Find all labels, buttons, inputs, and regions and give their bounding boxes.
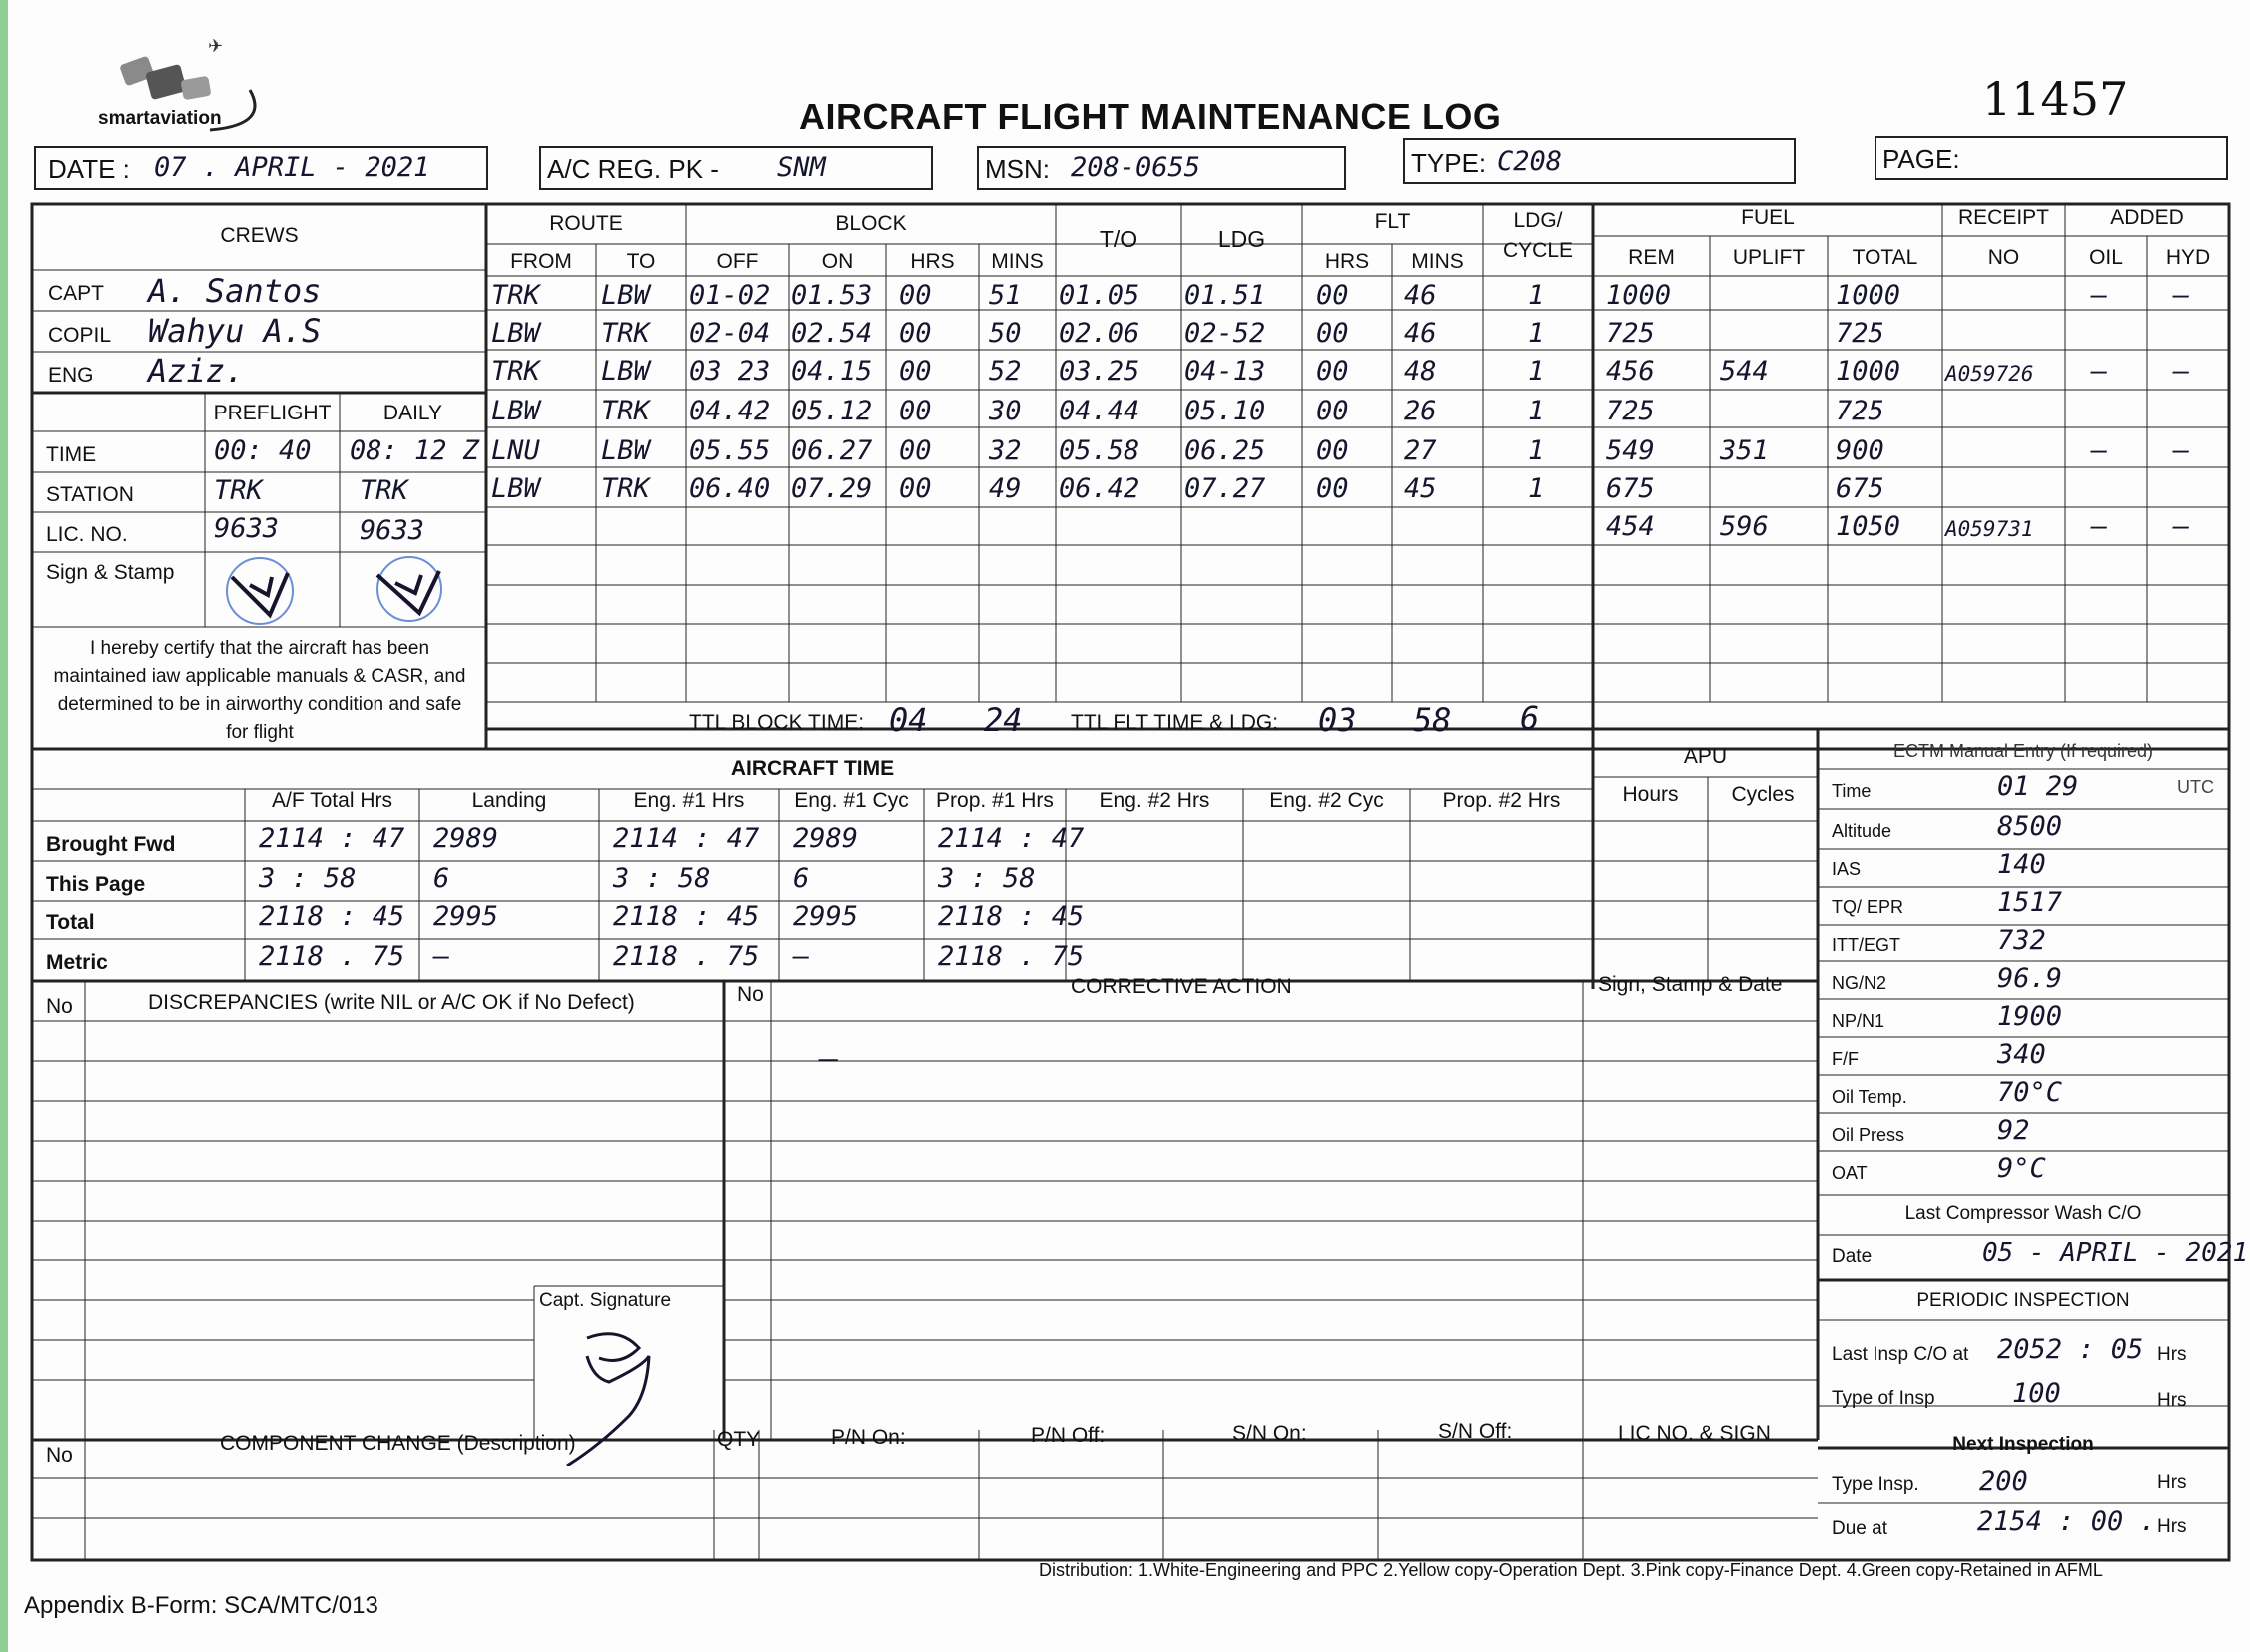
aircraft-time-value: – (433, 941, 450, 972)
comp-no-header: No (46, 1444, 73, 1467)
flight-hrs-cell: 00 (899, 473, 932, 504)
date-label: DATE : (48, 154, 130, 184)
flight-oil-cell: – (2091, 511, 2108, 542)
ectm-value: 1517 (1997, 887, 2063, 918)
flight-fmins-cell: 27 (1404, 435, 1437, 466)
flight-total-cell: 1050 (1836, 511, 1901, 542)
flight-to-cell: TRK (601, 396, 650, 426)
aircraft-time-value: 2114 : 47 (613, 823, 760, 854)
sn-off-header: S/N Off: (1438, 1420, 1513, 1443)
daily-time: 08: 12 Z (350, 435, 480, 466)
flight-tof-cell: 03.25 (1059, 356, 1140, 387)
flight-to-cell: LBW (601, 280, 650, 311)
flight-from-cell: LBW (491, 396, 540, 426)
ectm-utc: UTC (2177, 777, 2214, 797)
flight-total-cell: 725 (1836, 396, 1884, 426)
flight-on-cell: 02.54 (791, 318, 873, 349)
sn-on-header: S/N On: (1232, 1422, 1307, 1445)
off-header: OFF (716, 250, 759, 273)
certify-text (34, 635, 485, 747)
flight-tof-cell: 01.05 (1059, 280, 1140, 311)
flight-ldg-cell: 05.10 (1184, 396, 1266, 426)
aircraft-time-value: 2118 . 75 (613, 941, 760, 972)
copil-label: COPIL (48, 324, 112, 347)
aircraft-time-col-header: Landing (471, 789, 547, 812)
flight-rem-cell: 725 (1606, 396, 1655, 426)
ectm-label: NG/N2 (1832, 973, 1887, 993)
aircraft-time-value: 2118 . 75 (938, 941, 1085, 972)
oil-header: OIL (2089, 246, 2123, 269)
crews-header: CREWS (220, 224, 299, 247)
takeoff-header: T/O (1099, 226, 1138, 252)
form-title: AIRCRAFT FLIGHT MAINTENANCE LOG (799, 96, 1502, 137)
ectm-label: Time (1832, 781, 1872, 801)
flight-receipt-cell: A059731 (1945, 517, 2034, 541)
apu-hours: Hours (1622, 783, 1679, 806)
hrs-header: HRS (910, 250, 955, 273)
aircraft-time-value: 3 : 58 (938, 863, 1036, 894)
flight-total-cell: 675 (1836, 473, 1884, 504)
flight-fmins-cell: 46 (1404, 280, 1437, 311)
ttl-flt-hrs: 03 (1318, 701, 1357, 739)
compressor-date: 05 - APRIL - 2021 (1982, 1239, 2249, 1268)
station-label: STATION (46, 483, 134, 506)
next-type-label: Type Insp. (1832, 1474, 1919, 1495)
next-inspection-title: Next Inspection (1952, 1434, 2094, 1455)
flight-hyd-cell: – (2173, 356, 2190, 387)
flight-off-cell: 04.42 (689, 396, 771, 426)
ectm-label: OAT (1832, 1163, 1868, 1183)
flight-mins-cell: 50 (989, 318, 1022, 349)
type-insp-value: 100 (2012, 1378, 2061, 1409)
flight-from-cell: TRK (491, 356, 540, 387)
flight-to-cell: LBW (601, 435, 650, 466)
due-label: Due at (1832, 1518, 1887, 1539)
ttl-block-mins: 24 (984, 701, 1023, 739)
flight-uplift-cell: 351 (1720, 435, 1769, 466)
aircraft-time-row-label: This Page (46, 873, 146, 896)
aircraft-time-row-label: Brought Fwd (46, 833, 176, 856)
flight-tof-cell: 06.42 (1059, 473, 1140, 504)
capt-signature-label: Capt. Signature (539, 1290, 672, 1311)
pn-off-header: P/N Off: (1031, 1424, 1106, 1447)
flight-from-cell: LBW (491, 318, 540, 349)
receipt-header: RECEIPT (1957, 206, 2049, 229)
flight-oil-cell: – (2091, 280, 2108, 311)
preflight-label: PREFLIGHT (213, 402, 332, 424)
flight-hyd-cell: – (2173, 280, 2190, 311)
aircraft-time-col-header: Eng. #1 Cyc (794, 789, 909, 812)
flight-mins-cell: 49 (989, 473, 1022, 504)
svg-text:✈: ✈ (208, 36, 224, 56)
copil-name: Wahyu A.S (148, 312, 322, 350)
distribution-note: Distribution: 1.White-Engineering and PPC 2.Yellow copy-Operation Dept. 3.Pink copy-Finance Dept. 4.Green copy-Retained in AFML (1039, 1560, 2103, 1580)
corr-no-header: No (737, 983, 764, 1006)
flight-total-cell: 900 (1836, 435, 1884, 466)
receipt-no-header: NO (1987, 246, 2020, 269)
msn-label: MSN: (985, 154, 1050, 184)
flt-header: FLT (1374, 210, 1411, 233)
flight-cyc-cell: 1 (1528, 473, 1545, 504)
route-header: ROUTE (549, 212, 623, 235)
ectm-value: 732 (1997, 925, 2046, 956)
flight-on-cell: 05.12 (791, 396, 873, 426)
flight-total-cell: 1000 (1836, 356, 1901, 387)
next-type-hrs: Hrs (2157, 1472, 2187, 1493)
aircraft-time-value: 6 (433, 863, 450, 894)
on-header: ON (821, 250, 854, 273)
aircraft-time-col-header: Eng. #2 Hrs (1099, 789, 1210, 812)
pn-on-header: P/N On: (831, 1426, 906, 1449)
aircraft-time-value: 2118 : 45 (613, 901, 760, 932)
uplift-header: UPLIFT (1732, 246, 1806, 269)
ectm-label: ITT/EGT (1832, 935, 1900, 955)
flight-hyd-cell: – (2173, 511, 2190, 542)
flight-mins-cell: 51 (989, 280, 1022, 311)
lic-label: LIC. NO. (46, 523, 128, 546)
aircraft-time-value: 2995 (433, 901, 499, 932)
flight-hrs-cell: 00 (899, 356, 932, 387)
flight-rem-cell: 549 (1606, 435, 1655, 466)
ectm-label: Oil Press (1832, 1125, 1905, 1145)
flight-hyd-cell: – (2173, 435, 2190, 466)
page-label: PAGE: (1882, 144, 1960, 174)
flight-oil-cell: – (2091, 356, 2108, 387)
flight-off-cell: 03 23 (689, 356, 771, 387)
aircraft-time-value: 2118 : 45 (938, 901, 1085, 932)
to-header: TO (626, 250, 656, 273)
rem-header: REM (1628, 246, 1675, 269)
ectm-label: IAS (1832, 859, 1862, 879)
flight-mins-cell: 52 (989, 356, 1022, 387)
preflight-time: 00: 40 (214, 435, 312, 466)
aircraft-time-value: 2114 : 47 (259, 823, 405, 854)
msn-value: 208-0655 (1071, 152, 1201, 183)
ttl-block-hrs: 04 (889, 701, 928, 739)
daily-station: TRK (360, 475, 408, 506)
from-header: FROM (510, 250, 572, 273)
daily-lic: 9633 (360, 515, 425, 546)
reg-label: A/C REG. PK - (547, 154, 719, 184)
flight-on-cell: 06.27 (791, 435, 873, 466)
flight-rem-cell: 725 (1606, 318, 1655, 349)
aircraft-time-col-header: Eng. #1 Hrs (633, 789, 745, 812)
disc-no-header: No (46, 995, 73, 1018)
flight-fhrs-cell: 00 (1316, 318, 1349, 349)
flight-mins-cell: 32 (989, 435, 1022, 466)
aircraft-time-row-label: Metric (46, 951, 108, 974)
discrepancies-header: DISCREPANCIES (write NIL or A/C OK if No Defect) (148, 991, 635, 1014)
certify-line-3: determined to be in airworthy condition and safe (57, 694, 462, 715)
flight-to-cell: LBW (601, 356, 650, 387)
aircraft-time-value: 3 : 58 (613, 863, 711, 894)
type-insp-label: Type of Insp (1832, 1388, 1935, 1409)
flight-hrs-cell: 00 (899, 396, 932, 426)
flight-tof-cell: 05.58 (1059, 435, 1140, 466)
flight-on-cell: 07.29 (791, 473, 873, 504)
capt-label: CAPT (48, 282, 105, 305)
aircraft-time-value: 2989 (433, 823, 499, 854)
flight-uplift-cell: 544 (1720, 356, 1769, 387)
ectm-label: Oil Temp. (1832, 1087, 1907, 1107)
flight-cyc-cell: 1 (1528, 356, 1545, 387)
flight-cyc-cell: 1 (1528, 318, 1545, 349)
flight-fmins-cell: 48 (1404, 356, 1437, 387)
total-header: TOTAL (1852, 246, 1918, 269)
date-value: 07 . APRIL - 2021 (154, 152, 430, 183)
flight-rem-cell: 454 (1606, 511, 1655, 542)
flight-from-cell: LBW (491, 473, 540, 504)
flight-mins-cell: 30 (989, 396, 1022, 426)
ectm-label: F/F (1832, 1049, 1859, 1069)
certify-line-4: for flight (226, 722, 294, 743)
flight-fhrs-cell: 00 (1316, 356, 1349, 387)
ttl-block-label: TTL BLOCK TIME: (689, 711, 865, 734)
flight-fmins-cell: 26 (1404, 396, 1437, 426)
ectm-label: NP/N1 (1832, 1011, 1885, 1031)
flight-total-cell: 1000 (1836, 280, 1901, 311)
mins-header: MINS (991, 250, 1044, 273)
aircraft-time-col-header: A/F Total Hrs (272, 789, 392, 812)
added-header: ADDED (2110, 206, 2184, 229)
type-value: C208 (1497, 146, 1563, 177)
flight-on-cell: 04.15 (791, 356, 873, 387)
flight-oil-cell: – (2091, 435, 2108, 466)
certify-line-2: maintained iaw applicable manuals & CASR, and (53, 666, 466, 687)
flight-from-cell: TRK (491, 280, 540, 311)
flight-cyc-cell: 1 (1528, 435, 1545, 466)
ectm-value: 9°C (1997, 1153, 2046, 1184)
capt-name: A. Santos (148, 272, 322, 310)
ectm-value: 01 29 (1997, 771, 2079, 802)
type-label: TYPE: (1411, 148, 1487, 178)
form-number: Appendix B-Form: SCA/MTC/013 (24, 1592, 378, 1619)
cycle-header: LDG/ CYCLE (1502, 209, 1574, 262)
ectm-value: 8500 (1997, 811, 2063, 842)
flight-fhrs-cell: 00 (1316, 396, 1349, 426)
flight-cyc-cell: 1 (1528, 396, 1545, 426)
corrective-action-header: CORRECTIVE ACTION (1071, 975, 1292, 998)
certify-line-1: I hereby certify that the aircraft has been (89, 638, 430, 659)
type-insp-hrs: Hrs (2157, 1390, 2187, 1411)
qty-header: QTY (717, 1428, 761, 1451)
periodic-title: PERIODIC INSPECTION (1916, 1290, 2130, 1311)
aircraft-time-col-header: Eng. #2 Cyc (1269, 789, 1384, 812)
flight-ldg-cell: 07.27 (1184, 473, 1266, 504)
flight-off-cell: 02-04 (689, 318, 771, 349)
aircraft-time-title: AIRCRAFT TIME (730, 757, 895, 780)
flight-fmins-cell: 45 (1404, 473, 1437, 504)
block-header: BLOCK (835, 212, 907, 235)
preflight-station: TRK (214, 475, 263, 506)
last-insp-hrs: Hrs (2157, 1344, 2187, 1365)
flight-tof-cell: 02.06 (1059, 318, 1140, 349)
time-label: TIME (46, 443, 97, 466)
flt-mins-header: MINS (1411, 250, 1464, 273)
flight-rem-cell: 675 (1606, 473, 1655, 504)
ectm-label: Altitude (1832, 821, 1892, 841)
aircraft-time-value: 2118 : 45 (259, 901, 405, 932)
flight-to-cell: TRK (601, 473, 650, 504)
aircraft-time-col-header: Prop. #1 Hrs (936, 789, 1054, 812)
reg-value: SNM (777, 152, 826, 183)
flight-hrs-cell: 00 (899, 280, 932, 311)
next-type-value: 200 (1979, 1466, 2028, 1497)
ttl-ldg: 6 (1520, 699, 1540, 737)
flight-off-cell: 06.40 (689, 473, 771, 504)
aircraft-time-value: – (793, 941, 810, 972)
flight-hrs-cell: 00 (899, 435, 932, 466)
flight-off-cell: 01-02 (689, 280, 771, 311)
flight-uplift-cell: 596 (1720, 511, 1769, 542)
flight-hrs-cell: 00 (899, 318, 932, 349)
fuel-header: FUEL (1741, 206, 1795, 229)
ectm-value: 340 (1997, 1039, 2046, 1070)
compressor-date-label: Date (1832, 1246, 1873, 1267)
flight-ldg-cell: 01.51 (1184, 280, 1266, 311)
corrective-dash: — (819, 1039, 839, 1077)
flight-from-cell: LNU (491, 435, 540, 466)
aircraft-time-value: 6 (793, 863, 810, 894)
flight-to-cell: TRK (601, 318, 650, 349)
apu-title: APU (1683, 745, 1728, 768)
eng-label: ENG (48, 364, 94, 387)
last-insp-value: 2052 : 05 (1997, 1334, 2144, 1365)
preflight-stamp-signature (210, 555, 479, 627)
sign-stamp-date-header: Sign, Stamp & Date (1598, 973, 1783, 996)
eng-name: Aziz. (148, 352, 245, 390)
due-hrs: Hrs (2157, 1516, 2187, 1537)
ttl-flt-mins: 58 (1413, 701, 1452, 739)
flight-rem-cell: 456 (1606, 356, 1655, 387)
aircraft-time-value: 3 : 58 (259, 863, 357, 894)
flight-fhrs-cell: 00 (1316, 280, 1349, 311)
daily-label: DAILY (382, 402, 443, 424)
flight-off-cell: 05.55 (689, 435, 771, 466)
flight-cyc-cell: 1 (1528, 280, 1545, 311)
aircraft-time-value: 2118 . 75 (259, 941, 405, 972)
logo-text: smartaviation (98, 108, 222, 129)
ectm-value: 92 (1997, 1115, 2030, 1146)
flight-on-cell: 01.53 (791, 280, 873, 311)
flight-fhrs-cell: 00 (1316, 473, 1349, 504)
ttl-flt-label: TTL FLT TIME & LDG: (1071, 711, 1279, 734)
aircraft-time-row-label: Total (46, 911, 95, 934)
sign-stamp-label: Sign & Stamp (46, 561, 175, 584)
aircraft-time-value: 2989 (793, 823, 859, 854)
flight-tof-cell: 04.44 (1059, 396, 1140, 426)
last-insp-label: Last Insp C/O at (1832, 1344, 1969, 1365)
due-value: 2154 : 00 . (1977, 1506, 2156, 1537)
compressor-title: Last Compressor Wash C/O (1904, 1203, 2142, 1224)
flight-receipt-cell: A059726 (1945, 362, 2034, 386)
flight-ldg-cell: 04-13 (1184, 356, 1266, 387)
ldg-header: LDG (1217, 226, 1266, 252)
component-change-header: COMPONENT CHANGE (Description) (220, 1432, 576, 1455)
ectm-value: 96.9 (1997, 963, 2063, 994)
preflight-lic: 9633 (214, 513, 280, 544)
flight-fhrs-cell: 00 (1316, 435, 1349, 466)
ectm-title: ECTM Manual Entry (If required) (1892, 741, 2154, 761)
ectm-value: 70°C (1997, 1077, 2063, 1108)
aircraft-time-col-header: Prop. #2 Hrs (1442, 789, 1561, 812)
aircraft-time-value: 2995 (793, 901, 859, 932)
ectm-value: 140 (1997, 849, 2046, 880)
flight-rem-cell: 1000 (1606, 280, 1672, 311)
flight-total-cell: 725 (1836, 318, 1884, 349)
flight-ldg-cell: 06.25 (1184, 435, 1266, 466)
hyd-header: HYD (2165, 246, 2211, 269)
ectm-label: TQ/ EPR (1832, 897, 1904, 917)
flight-fmins-cell: 46 (1404, 318, 1437, 349)
ectm-value: 1900 (1997, 1001, 2063, 1032)
flt-hrs-header: HRS (1324, 250, 1370, 273)
lic-sign-header: LIC NO. & SIGN (1618, 1422, 1771, 1445)
apu-cycles: Cycles (1731, 783, 1795, 806)
aircraft-time-value: 2114 : 47 (938, 823, 1085, 854)
serial-number: 11457 (1982, 72, 2129, 126)
flight-ldg-cell: 02-52 (1184, 318, 1266, 349)
